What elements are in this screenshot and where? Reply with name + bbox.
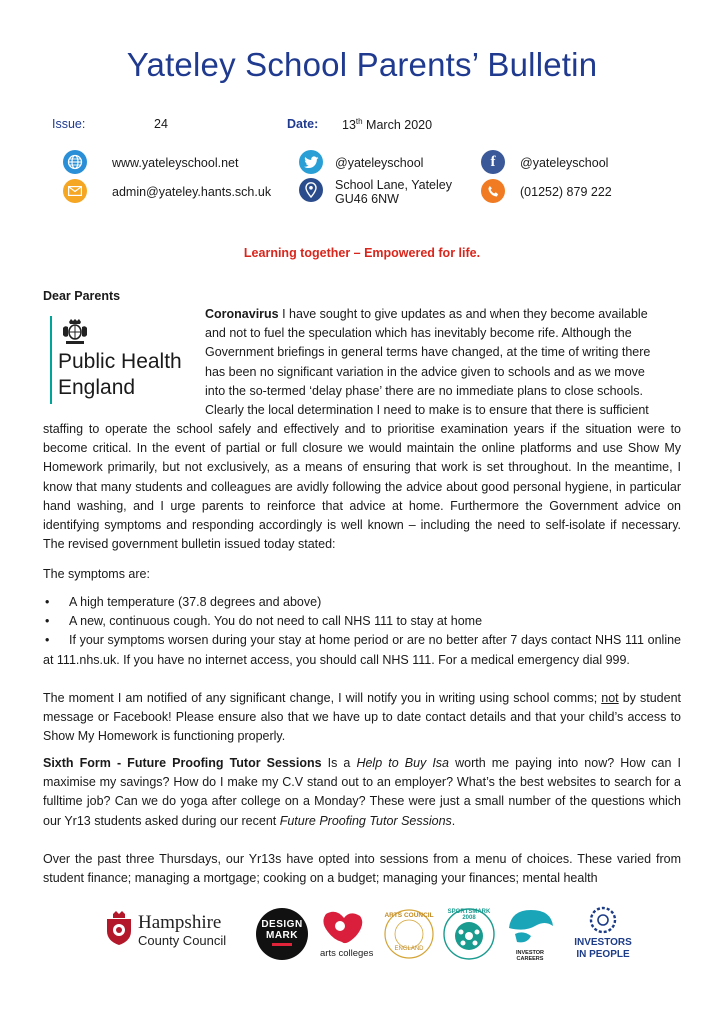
website-link[interactable]: www.yateleyschool.net [112,156,239,170]
mail-icon [63,179,87,203]
symptoms-intro: The symptoms are: [43,567,150,581]
sixth-form-heading: Sixth Form - Future Proofing Tutor Sessions [43,756,322,770]
investor-careers-mark-icon [505,908,555,950]
symptoms-list [43,593,681,670]
phe-logo-bar [50,316,52,404]
phone-number[interactable]: (01252) 879 222 [520,185,612,199]
investors-in-people-wreath-icon [585,906,621,936]
list-item: • If your symptoms worsen during your stay at home period or are no better after 7 days contact NHS 111 online at 111.nhs.uk. If you have no internet access, you should call NHS 111. For a medical emergency dial 999. [43,633,681,667]
email-link[interactable]: admin@yateley.hants.sch.uk [112,185,272,199]
arts-council-england-logo: ARTS COUNCIL ENGLAND [383,908,435,960]
list-item: • A new, continuous cough. You do not need to call NHS 111 to stay at home [45,614,483,629]
design-mark-logo: DESIGN MARK [256,908,308,960]
twitter-icon [299,150,323,174]
greeting: Dear Parents [43,289,121,303]
arts-colleges-mark-icon [320,910,366,944]
facebook-icon: f [481,150,505,174]
phone-icon [481,179,505,203]
bulletin-title: Yateley School Parents’ Bulletin [126,46,598,83]
globe-icon [63,150,87,174]
investor-careers-logo: INVESTOR CAREERS [505,908,555,962]
twitter-handle[interactable]: @yateleyschool [335,156,424,170]
sixth-form-paragraph: Sixth Form - Future Proofing Tutor Sessions Is a Help to Buy Isa worth me paying into now? How can I maximise my savings? How do I make my C.V stand out to an employer? What’s the best websites to search for a fulltime job? Can we do yoga after college on a Monday? These were just a small number of the questions which our Yr13 students asked during our recent Future Proofing Tutor Sessions. [43,756,682,828]
facebook-handle[interactable]: @yateleyschool [520,156,609,170]
issue-label: Issue: [52,117,86,131]
phe-logo-line-1: Public Health [58,350,182,373]
coronavirus-body: staffing to operate the school safely and effectively and to prioritise examination years if the situation were to become critical. In the event of partial or full closure we would maintain the online platforms and use Show My Homework primarily, but not exclusively, as a means of ensuring that work is set throughout. In the meantime, I know that many students and colleagues are avidly following the advice about good personal hygiene, in particular hand washing, and I urge parents to reinforce that advice at home. Furthermore the Government advice on identifying symptoms and responding accordingly is well known – including the need to self-isolate if necessary. The revised government bulletin issued today stated: [43,422,681,552]
hampshire-crest-icon [104,911,134,947]
list-item: • A high temperature (37.8 degrees and above) [45,595,322,609]
location-pin-icon [299,178,323,202]
school-motto: Learning together – Empowered for life. [243,246,481,260]
issue-number: 24 [154,117,168,131]
school-address: School Lane, Yateley GU46 6NW [335,178,452,206]
coronavirus-intro: Coronavirus I have sought to give updates as and when they become available and not to fuel the speculation which has inevitably become rife. Although the Government briefings in general terms have changed, at the time of writing there has been no significant variation in the advice given to schools and as we move into the so-termed ‘delay phase’ there are no immediate plans to close schools. Clearly the local determination I need to make is to ensure that there is sufficient [205,307,651,418]
investors-in-people-logo: INVESTORS IN PEOPLE [568,906,638,962]
issue-date: 13th March 2020 [342,117,433,133]
royal-crest-icon [60,318,90,346]
public-health-england-logo [50,316,198,404]
notification-paragraph: The moment I am notified of any significant change, I will notify you in writing using school comms; not by student message or Facebook! Please ensure also that we have up to date contact details and that your child’s access to Show My Homework is functioning properly. [43,691,681,744]
date-label: Date: [287,117,319,131]
thursdays-paragraph: Over the past three Thursdays, our Yr13s have opted into sessions from a menu of choices. These varied from student finance; managing a mortgage; cooking on a budget; managing your finances; mental health [43,852,681,886]
coronavirus-heading: Coronavirus [205,307,279,321]
sportsmark-logo: SPORTSMARK 2008 [442,906,496,962]
phe-logo-line-2: England [58,376,136,399]
